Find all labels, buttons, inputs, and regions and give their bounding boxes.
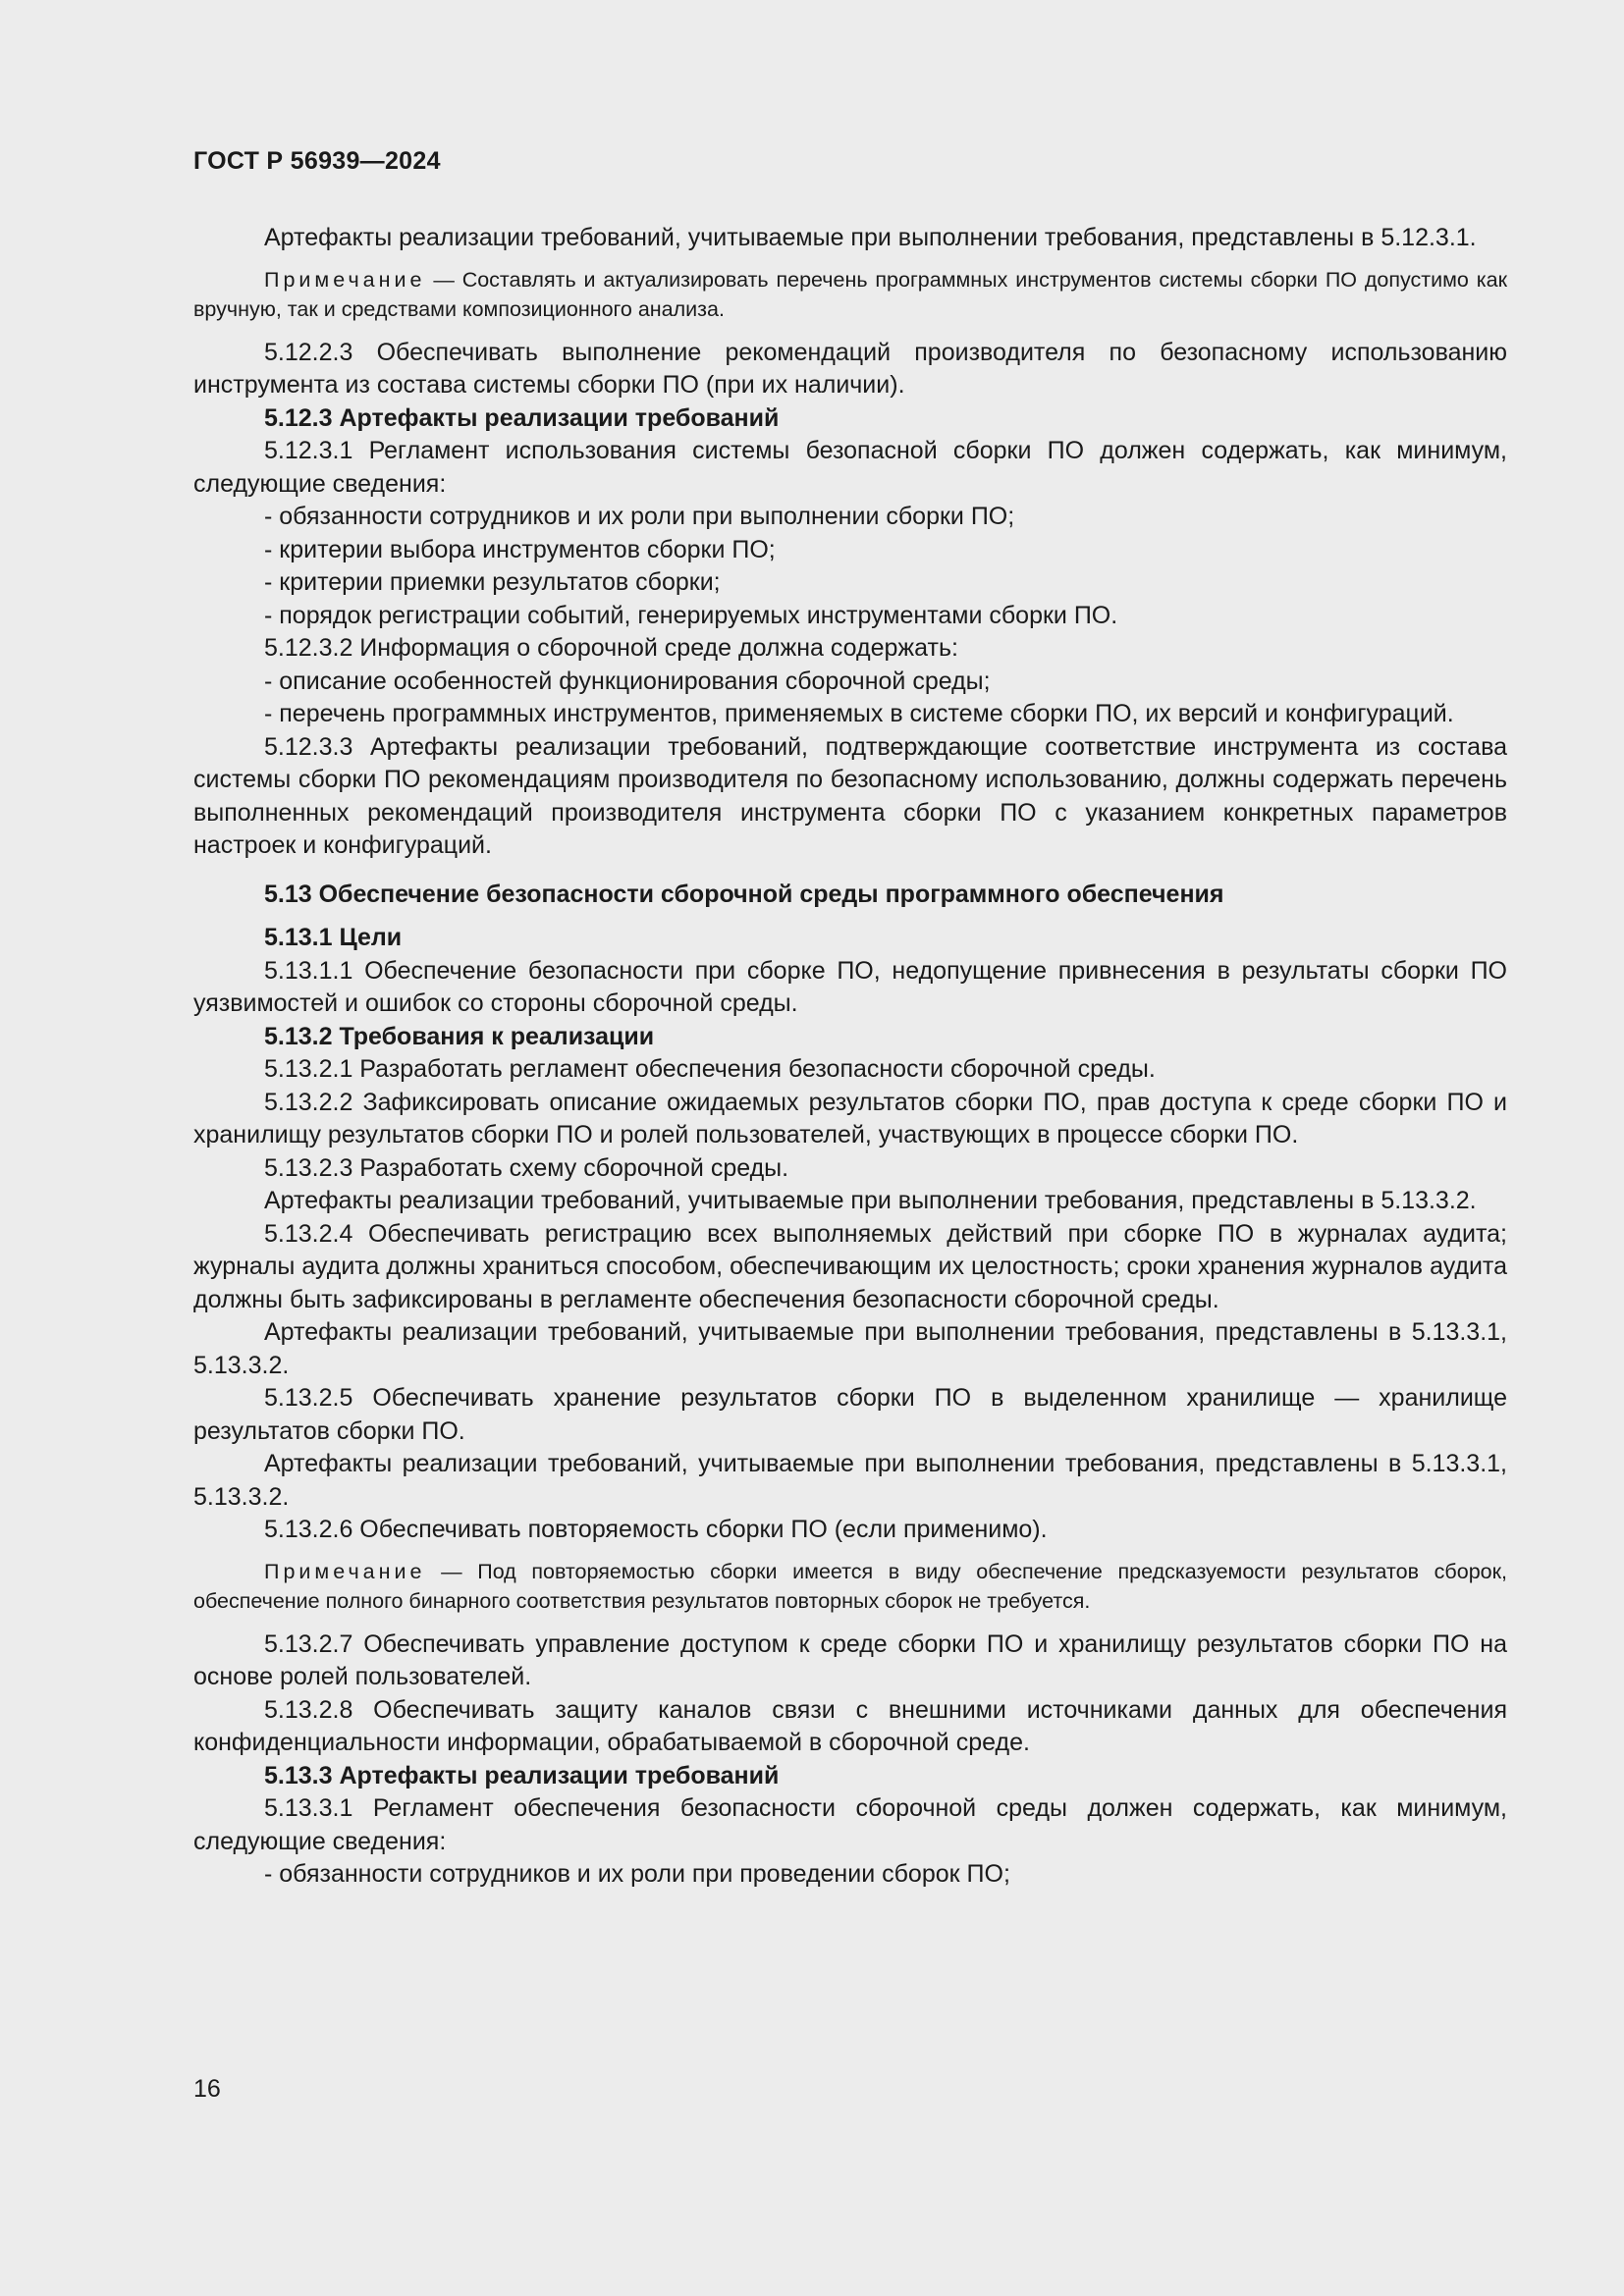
document-body <box>193 222 1507 1892</box>
paragraph: Артефакты реализации требований, учитываемые при выполнении требования, представлены в 5.12.3.1. <box>264 224 1477 251</box>
note-text: — Под повторяемостью сборки имеется в виду обеспечение предсказуемости результатов сборок, обеспечение полного бинарного соответствия результатов повторных сборок не требуется. <box>193 1559 1507 1613</box>
subsection-heading: 5.12.3 Артефакты реализации требований <box>264 403 780 432</box>
note <box>193 1557 1507 1616</box>
note-text: — Составлять и актуализировать перечень программных инструментов системы сборки ПО допустимо как вручную, так и средствами композиционного анализа. <box>193 267 1507 321</box>
paragraph: 5.13.2.8 Обеспечивать защиту каналов связи с внешними источниками данных для обеспечения конфиденциальности информации, обрабатываемой в сборочной среде. <box>193 1695 1507 1756</box>
note-label: Примечание <box>264 1559 426 1583</box>
note <box>193 265 1507 324</box>
paragraph: 5.13.2.2 Зафиксировать описание ожидаемых результатов сборки ПО, прав доступа к среде сборки ПО и хранилищу результатов сборки ПО и ролей пользователей, участвующих в процессе сборки ПО. <box>193 1088 1507 1148</box>
list-item: - перечень программных инструментов, применяемых в системе сборки ПО, их версий и конфигураций. <box>264 700 1454 727</box>
paragraph: 5.12.2.3 Обеспечивать выполнение рекомендаций производителя по безопасному использованию инструмента из состава системы сборки ПО (при их наличии). <box>193 338 1507 399</box>
paragraph: Артефакты реализации требований, учитываемые при выполнении требования, представлены в 5.13.3.1, 5.13.3.2. <box>193 1318 1507 1379</box>
list-item: - критерии выбора инструментов сборки ПО; <box>264 535 776 563</box>
subsection-heading: 5.13.3 Артефакты реализации требований <box>264 1761 780 1789</box>
paragraph: 5.13.2.6 Обеспечивать повторяемость сборки ПО (если применимо). <box>264 1516 1048 1543</box>
list-item: - описание особенностей функционирования сборочной среды; <box>264 667 991 695</box>
paragraph: 5.13.2.1 Разработать регламент обеспечения безопасности сборочной среды. <box>264 1055 1156 1083</box>
list-item: - обязанности сотрудников и их роли при выполнении сборки ПО; <box>264 503 1015 530</box>
paragraph: 5.13.3.1 Регламент обеспечения безопасности сборочной среды должен содержать, как минимум, следующие сведения: <box>193 1794 1507 1855</box>
paragraph: 5.13.2.4 Обеспечивать регистрацию всех выполняемых действий при сборке ПО в журналах аудита; журналы аудита должны храниться способом, обеспечивающим их целостность; сроки хранения журналов аудита должны быть зафиксированы в регламенте обеспечения безопасности сборочной среды. <box>193 1219 1507 1313</box>
paragraph: 5.12.3.1 Регламент использования системы безопасной сборки ПО должен содержать, как минимум, следующие сведения: <box>193 437 1507 498</box>
section-heading: 5.13 Обеспечение безопасности сборочной среды программного обеспечения <box>264 880 1224 908</box>
list-item: - обязанности сотрудников и их роли при проведении сборок ПО; <box>264 1860 1010 1888</box>
list-item: - порядок регистрации событий, генерируемых инструментами сборки ПО. <box>264 601 1118 629</box>
paragraph: 5.13.1.1 Обеспечение безопасности при сборке ПО, недопущение привнесения в результаты сборки ПО уязвимостей и ошибок со стороны сборочной среды. <box>193 956 1507 1017</box>
subsection-heading: 5.13.2 Требования к реализации <box>264 1022 655 1050</box>
subsection-heading: 5.13.1 Цели <box>264 924 403 951</box>
document-code-header: ГОСТ Р 56939—2024 <box>193 147 441 175</box>
paragraph: Артефакты реализации требований, учитываемые при выполнении требования, представлены в 5.13.3.2. <box>264 1187 1477 1214</box>
paragraph: 5.13.2.3 Разработать схему сборочной среды. <box>264 1153 789 1182</box>
page-number: 16 <box>193 2075 221 2103</box>
note-label: Примечание <box>264 267 426 292</box>
paragraph: 5.13.2.5 Обеспечивать хранение результатов сборки ПО в выделенном хранилище — хранилище результатов сборки ПО. <box>193 1384 1507 1445</box>
paragraph: 5.13.2.7 Обеспечивать управление доступом к среде сборки ПО и хранилищу результатов сборки ПО на основе ролей пользователей. <box>193 1629 1507 1690</box>
paragraph: Артефакты реализации требований, учитываемые при выполнении требования, представлены в 5.13.3.1, 5.13.3.2. <box>193 1450 1507 1511</box>
paragraph: 5.12.3.2 Информация о сборочной среде должна содержать: <box>264 634 958 662</box>
paragraph: 5.12.3.3 Артефакты реализации требований, подтверждающие соответствие инструмента из состава системы сборки ПО рекомендациям производителя по безопасному использованию, должны содержать перечень выполненных рекомендаций производителя инструмента сборки ПО с указанием конкретных параметров настроек и конфигураций. <box>193 732 1507 859</box>
list-item: - критерии приемки результатов сборки; <box>264 568 721 596</box>
